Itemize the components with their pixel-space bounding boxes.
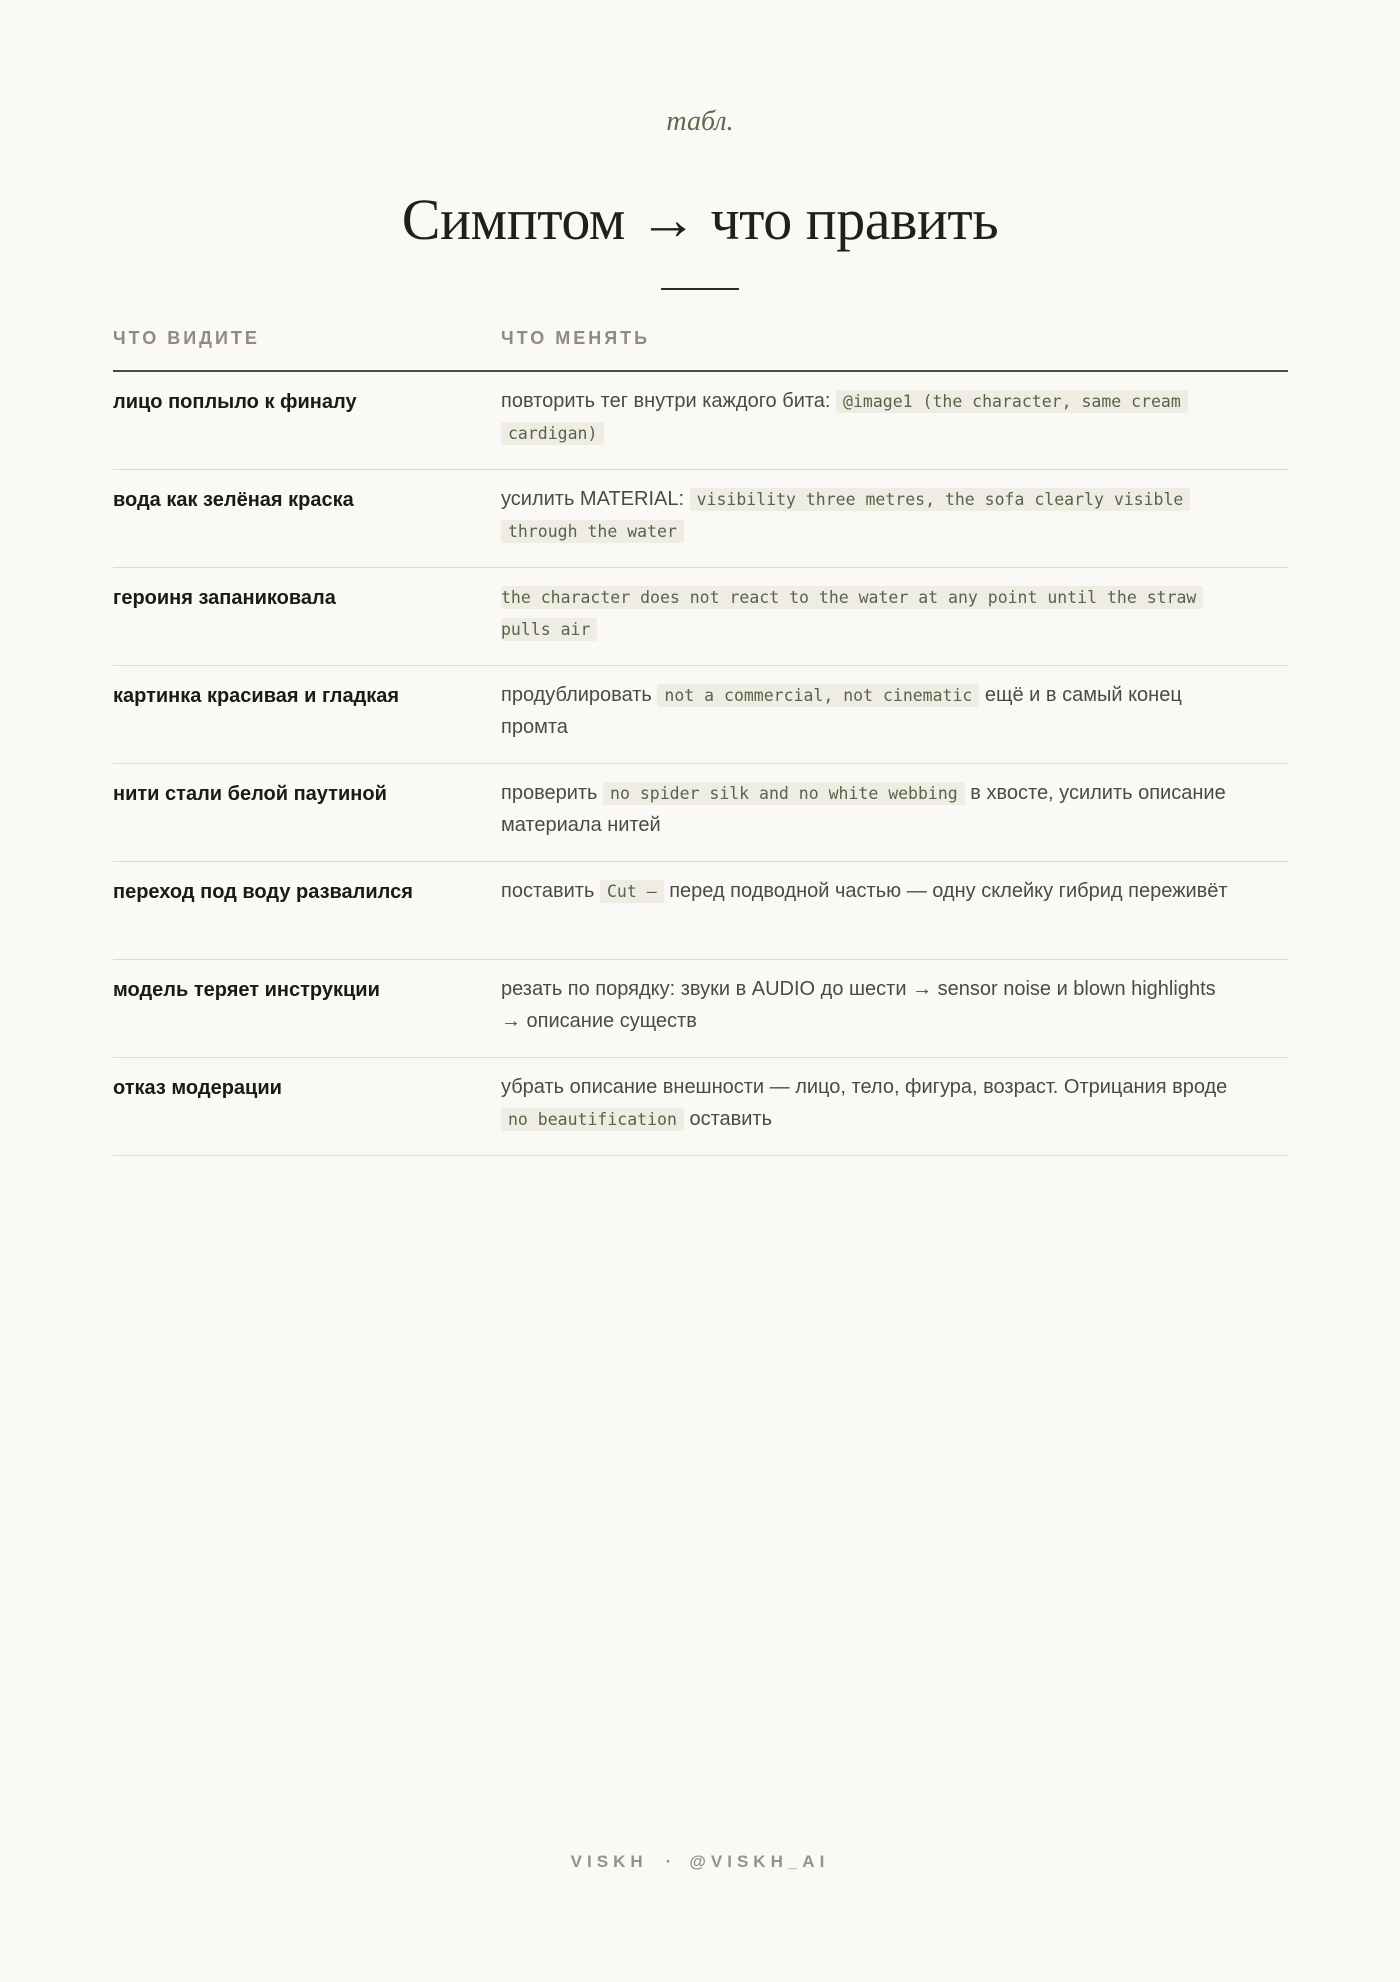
- fix-text-after: перед подводной частью — одну склейку гибрид переживёт: [669, 880, 1228, 902]
- fix-text-before: продублировать: [501, 684, 652, 706]
- fix-text-before: убрать описание внешности — лицо, тело, фигура, возраст. Отрицания вроде: [501, 1076, 1228, 1098]
- table-row: [113, 568, 1288, 666]
- footer-separator: ·: [665, 1852, 672, 1871]
- fix-code-snippet: not a commercial, not cinematic: [657, 684, 979, 707]
- table-header-row: [113, 316, 1288, 372]
- table-row: [113, 862, 1288, 960]
- fix-code-snippet: no spider silk and no white webbing: [603, 782, 965, 805]
- fix-text-after: в хвосте, усилить описание материала нитей: [501, 782, 1226, 836]
- table-row: [113, 372, 1288, 470]
- fix-cell: [501, 1072, 1288, 1155]
- symptom-cell: героиня запаниковала: [113, 587, 336, 609]
- fix-text-before: повторить тег внутри каждого бита:: [501, 390, 831, 412]
- fix-text-after: ещё и в самый конец промта: [501, 684, 1182, 738]
- table-row: [113, 960, 1288, 1058]
- fix-code-snippet: visibility three metres, the sofa clearly visible through the water: [501, 488, 1190, 543]
- fix-text-after: оставить: [689, 1107, 773, 1130]
- symptom-cell: вода как зелёная краска: [113, 489, 354, 511]
- symptom-cell: картинка красивая и гладкая: [113, 685, 400, 707]
- fix-cell: [501, 778, 1288, 861]
- fix-code-snippet: the character does not react to the water at any point until the straw pulls air: [501, 586, 1203, 641]
- symptom-cell: модель теряет инструкции: [113, 979, 380, 1001]
- fix-text-before: усилить MATERIAL:: [501, 488, 685, 510]
- footer-brand: VISKH: [570, 1852, 648, 1871]
- table-row: [113, 1058, 1288, 1156]
- table-row: [113, 764, 1288, 862]
- page-title: Симптом → что править: [401, 187, 999, 252]
- fix-cell: [501, 974, 1288, 1057]
- table-row: [113, 470, 1288, 568]
- symptom-cell: отказ модерации: [113, 1077, 282, 1099]
- page-header: [0, 100, 1400, 290]
- symptom-fix-table: [113, 316, 1288, 1156]
- symptom-cell: лицо поплыло к финалу: [113, 391, 357, 413]
- fix-cell: [501, 680, 1288, 763]
- page-footer: [0, 1852, 1400, 1872]
- title-divider: [661, 288, 739, 290]
- symptom-cell: переход под воду развалился: [113, 881, 413, 903]
- fix-cell: [501, 582, 1288, 665]
- fix-cell: [501, 386, 1288, 469]
- fix-cell: [501, 484, 1288, 567]
- column-header-symptom: ЧТО ВИДИТЕ: [113, 328, 260, 348]
- fix-cell: [501, 876, 1288, 959]
- table-body: [113, 372, 1288, 1156]
- fix-code-snippet: Cut —: [600, 880, 664, 903]
- fix-text-before: проверить: [501, 782, 598, 804]
- table-kicker: табл.: [666, 106, 734, 137]
- symptom-cell: нити стали белой паутиной: [113, 783, 387, 805]
- fix-text-before: резать по порядку: звуки в AUDIO до шести → sensor noise и blown highlights → описание существ: [501, 978, 1216, 1032]
- fix-text-before: поставить: [501, 880, 595, 902]
- column-header-fix: ЧТО МЕНЯТЬ: [501, 328, 651, 348]
- footer-handle: @VISKH_AI: [689, 1852, 830, 1871]
- fix-code-snippet: @image1 (the character, same cream cardigan): [501, 390, 1188, 445]
- fix-code-snippet: no beautification: [501, 1108, 684, 1131]
- table-row: [113, 666, 1288, 764]
